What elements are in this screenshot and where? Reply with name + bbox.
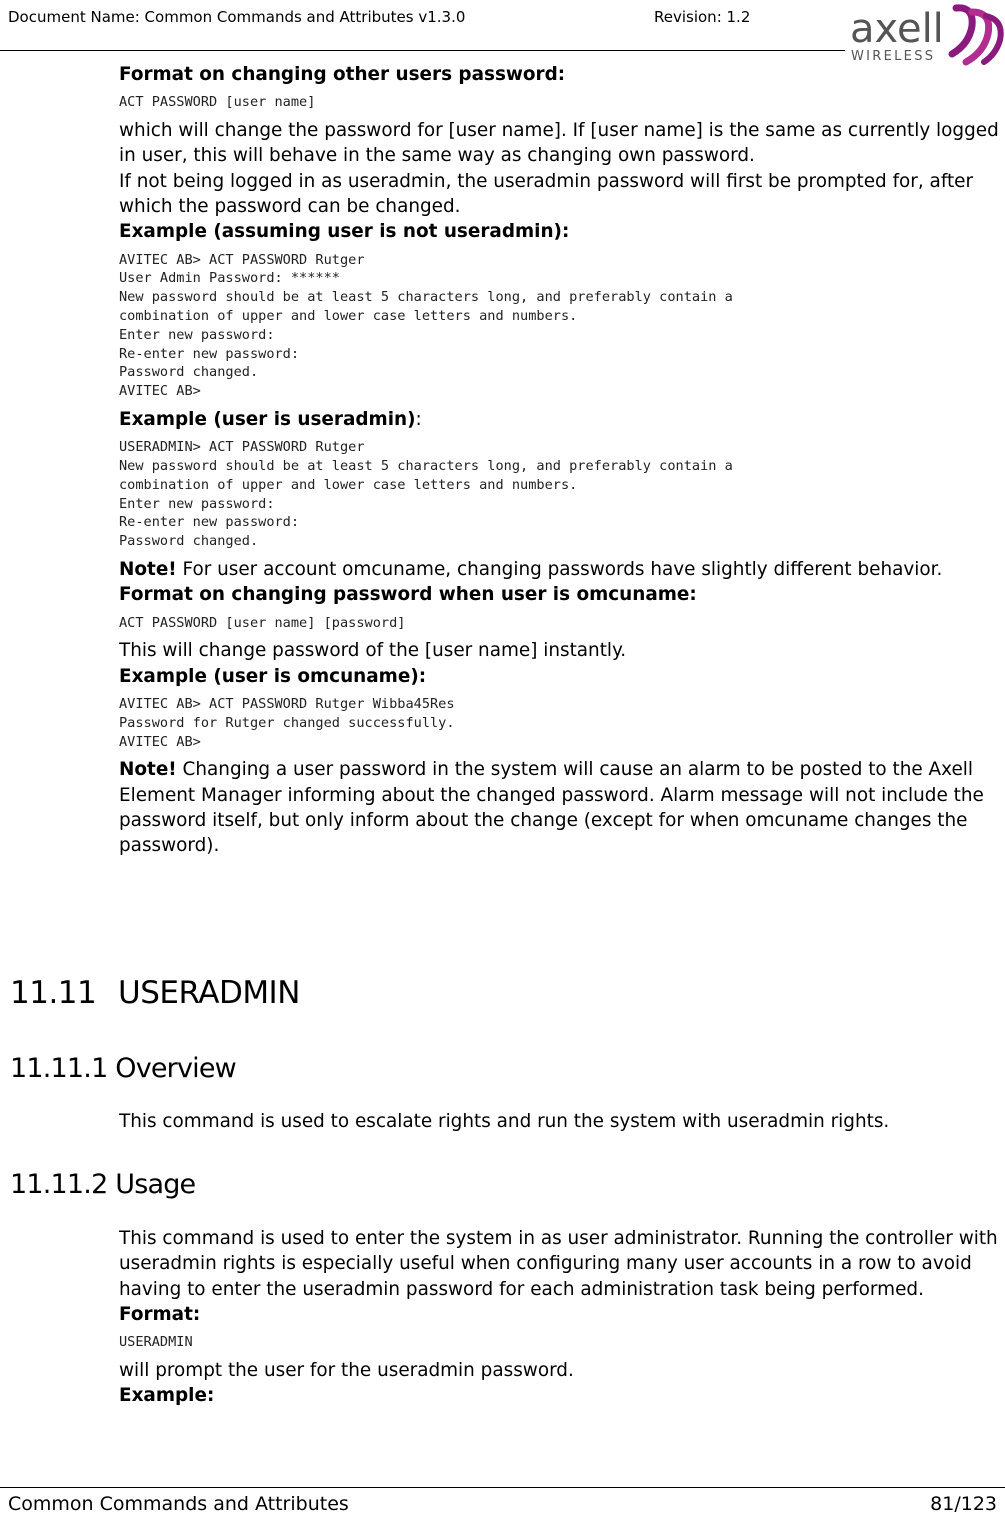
example-2-colon: : xyxy=(415,408,422,430)
format-label: Format: xyxy=(119,1303,201,1325)
format-desc: will prompt the user for the useradmin password. xyxy=(119,1359,574,1381)
format-code: USERADMIN xyxy=(119,1334,193,1351)
format-omcuname-code: ACT PASSWORD [user name] [password] xyxy=(119,614,406,631)
overview-text: This command is used to escalate rights and run the system with useradmin rights. xyxy=(119,1111,890,1132)
usage-heading: 11.11.2 Usage xyxy=(10,1169,196,1200)
main-content xyxy=(119,62,999,859)
format-other-desc-2: If not being logged in as useradmin, the useradmin password will first be prompted for, after which the password can be changed. xyxy=(119,170,974,217)
usage-text: This command is used to enter the system in as user administrator. Running the controller with useradmin rights is especially useful when configuring many user accounts in a row to avoid having to enter the useradmin password for each administration task being performed. xyxy=(119,1228,998,1300)
example-label: Example: xyxy=(119,1385,215,1407)
note-1 xyxy=(119,557,999,582)
example-2-heading xyxy=(119,407,999,432)
logo-arc-1 xyxy=(952,8,972,54)
note-2 xyxy=(119,757,999,858)
footer-rule xyxy=(0,1487,1005,1488)
example-3-code: AVITEC AB> ACT PASSWORD Rutger Wibba45Res Password for Rutger changed successfully. AVITEC AB> xyxy=(119,696,455,750)
example-3-title: Example (user is omcuname): xyxy=(119,665,427,687)
section-heading xyxy=(10,975,300,1011)
logo-wordmark: axell xyxy=(850,6,944,52)
example-2-code: USERADMIN> ACT PASSWORD Rutger New password should be at least 5 characters long, and preferably contain a combination of upper and lower case letters and numbers. Enter new password: Re-enter new password: Password changed. xyxy=(119,439,733,550)
footer-title: Common Commands and Attributes xyxy=(8,1493,349,1515)
header-rule xyxy=(0,50,845,51)
format-omcuname-desc: This will change password of the [user name] instantly. xyxy=(119,640,627,662)
note-1-text: For user account omcuname, changing passwords have slightly different behavior. xyxy=(176,559,943,581)
usage-block xyxy=(119,1226,999,1409)
section-title: USERADMIN xyxy=(118,975,300,1011)
format-other-title: Format on changing other users password: xyxy=(119,64,566,85)
page-number: 81/123 xyxy=(930,1493,997,1515)
document-name: Document Name: Common Commands and Attributes v1.3.0 xyxy=(8,8,466,26)
example-1-title: Example (assuming user is not useradmin): xyxy=(119,221,570,243)
format-other-desc-1: which will change the password for [user name]. If [user name] is the same as currently logged in user, this will behave in the same way as changing own password. xyxy=(119,120,999,167)
section-number: 11.11 xyxy=(10,975,97,1011)
example-2-title: Example (user is useradmin) xyxy=(119,408,416,430)
note-2-text: Changing a user password in the system will cause an alarm to be posted to the Axell Element Manager informing about the changed password. Alarm message will not include the password itself, but only inform about the change (except for when omcuname changes the password). xyxy=(119,759,984,857)
note-1-label: Note! xyxy=(119,559,177,581)
logo-subtitle: WIRELESS xyxy=(851,49,936,64)
revision: Revision: 1.2 xyxy=(654,8,751,26)
overview-heading: 11.11.1 Overview xyxy=(10,1053,236,1084)
page-header xyxy=(0,0,1005,70)
format-omcuname-title: Format on changing password when user is omcuname: xyxy=(119,584,697,606)
note-2-label: Note! xyxy=(119,759,177,781)
format-other-code: ACT PASSWORD [user name] xyxy=(119,94,316,111)
axell-wireless-logo xyxy=(848,2,1004,66)
example-1-code: AVITEC AB> ACT PASSWORD Rutger User Admin Password: ****** New password should be at least 5 characters long, and preferably contain a combination of upper and lower case letters and numbers. Enter new password: Re-enter new password: Password changed. AVITEC AB> xyxy=(119,251,733,400)
